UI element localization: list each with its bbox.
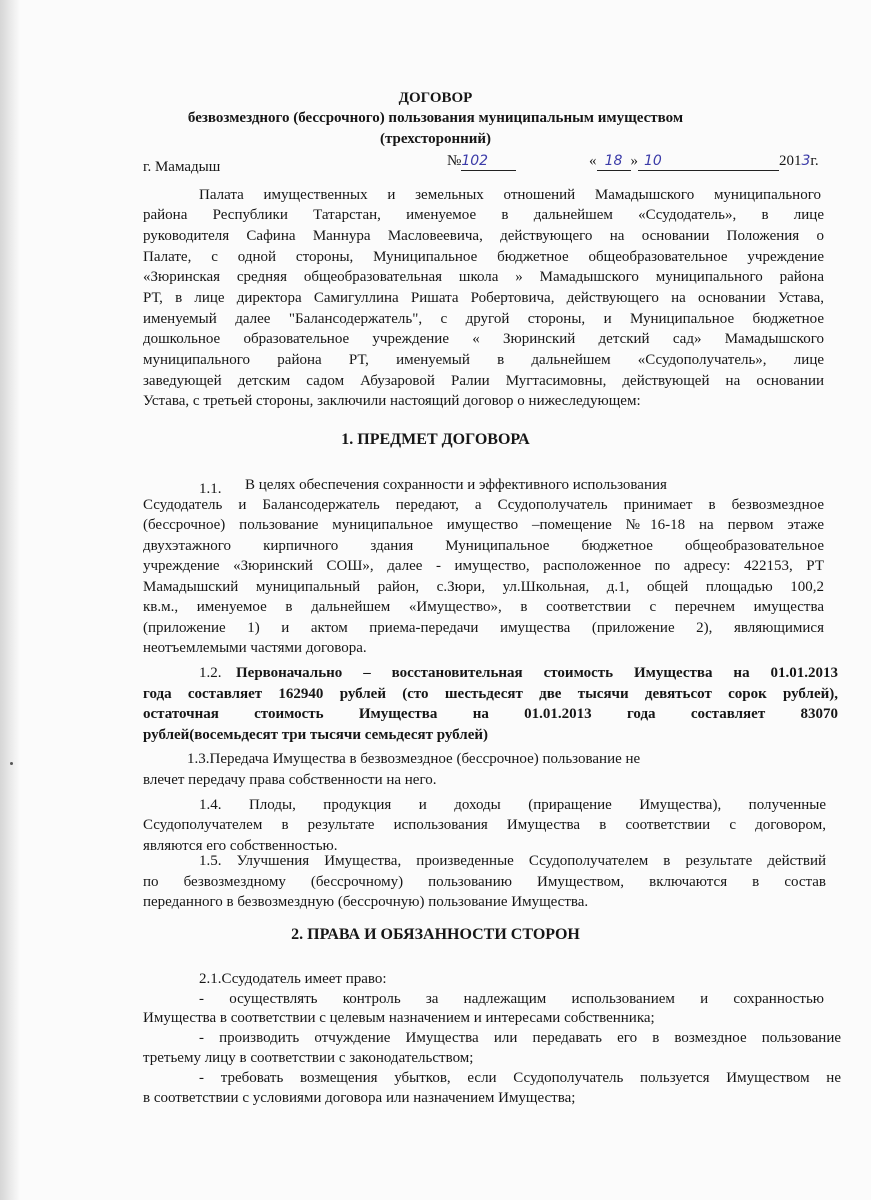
clause-line: В целях обеспечения сохранности и эффективного использования	[245, 477, 667, 493]
rights-line: в соответствии с условиями договора или назначением Имущества;	[143, 1090, 576, 1106]
clause-line: Ссудополучателем в результате использования Имущества в соответствии с договором,	[143, 817, 826, 833]
date-mid-quote: »	[630, 153, 638, 169]
date-suffix: г.	[810, 153, 819, 169]
intro-line: заведующей детским садом Абузаровой Ралии Мугтасимовны, действующей на основании	[143, 373, 824, 389]
clause-line: являются его собственностью.	[143, 838, 338, 854]
date-year: 201	[779, 153, 802, 169]
clause-line: кв.м., именуемое в дальнейшем «Имущество», в соответствии с перечнем имущества	[143, 599, 824, 615]
intro-line: Палате, с одной стороны, Муниципальное бюджетное общеобразовательное учреждение	[143, 249, 824, 265]
clause-line: влечет передачу права собственности на него.	[143, 772, 437, 788]
document-subtitle-2: (трехсторонний)	[379, 131, 492, 147]
rights-line: - производить отчуждение Имущества или передавать его в возмездное пользование	[199, 1030, 841, 1046]
section-1-heading: 1. ПРЕДМЕТ ДОГОВОРА	[341, 431, 530, 448]
clause-2-1: 2.1.Ссудодатель имеет право:	[199, 971, 387, 987]
rights-line: Имущества в соответствии с целевым назначением и интересами собственника;	[143, 1010, 655, 1026]
section-2-heading: 2. ПРАВА И ОБЯЗАННОСТИ СТОРОН	[291, 926, 580, 943]
clause-line: 1.3.Передача Имущества в безвозмездное (бессрочное) пользование не	[187, 751, 641, 767]
clause-line: остаточная стоимость Имущества на 01.01.2013 года составляет 83070	[143, 706, 838, 722]
rights-line: - требовать возмещения убытков, если Ссудополучатель пользуется Имуществом не	[199, 1070, 841, 1086]
clause-line: Мамадышский муниципальный район, с.Зюри, ул.Школьная, д.1, общей площадью 100,2	[143, 579, 824, 595]
rights-line: третьему лицу в соответствии с законодательством;	[143, 1050, 474, 1066]
contract-date	[589, 152, 819, 171]
number-value: 102	[461, 152, 516, 171]
rights-line: - осуществлять контроль за надлежащим использованием и сохранностью	[199, 991, 824, 1007]
intro-line: Устава, с третьей стороны, заключили настоящий договор о нижеследующем:	[143, 393, 641, 409]
intro-line: РТ, в лице директора Самигуллина Ришата Робертовича, действующего на основании Устава,	[143, 290, 824, 306]
clause-line: рублей(восемьдесят три тысячи семьдесят рублей)	[143, 727, 488, 743]
clause-line: 1.5. Улучшения Имущества, произведенные Ссудополучателем в результате действий	[199, 853, 826, 869]
clause-number: 1.2.	[199, 665, 222, 681]
clause-line: двухэтажного кирпичного здания Муниципальное бюджетное общеобразовательное	[143, 538, 824, 554]
date-day: 18	[597, 152, 631, 171]
document-subtitle: безвозмездного (бессрочного) пользования муниципальным имуществом	[187, 110, 684, 126]
scan-speck	[10, 762, 13, 765]
clause-line: 1.4. Плоды, продукция и доходы (приращение Имущества), полученные	[199, 797, 826, 813]
date-open-quote: «	[589, 153, 597, 169]
intro-line: руководителя Сафина Маннура Масловеевича, действующего на основании Положения о	[143, 228, 824, 244]
clause-number: 1.1.	[199, 481, 222, 497]
clause-line: по безвозмездному (бессрочному) пользованию Имуществом, включаются в состав	[143, 874, 826, 890]
intro-line: района Республики Татарстан, именуемое в дальнейшем «Ссудодатель», в лице	[143, 207, 824, 223]
clause-line: (приложение 1) и актом приема-передачи имущества (приложение 2), являющимися	[143, 620, 824, 636]
intro-line: дошкольное образовательное учреждение « Зюринский детский сад» Мамадышского	[143, 331, 824, 347]
date-year-hand: 3	[801, 153, 811, 169]
clause-line: Ссудодатель и Балансодержатель передают, а Ссудополучатель принимает в безвозмездное	[143, 497, 824, 513]
clause-line: учреждение «Зюринский СОШ», далее - имущество, расположенное по адресу: 422153, РТ	[143, 558, 824, 574]
document-title: ДОГОВОР	[398, 90, 473, 106]
date-month: 10	[638, 152, 779, 171]
city: г. Мамадыш	[143, 159, 221, 175]
number-label: №	[447, 153, 462, 169]
clause-line: неотъемлемыми частями договора.	[143, 640, 367, 656]
clause-line: (бессрочное) пользование муниципальное имущество –помещение №16-18 на первом этаже	[143, 517, 824, 533]
intro-line: «Зюринская средняя общеобразовательная школа » Мамадышского муниципального района	[143, 269, 824, 285]
clause-line: года составляет 162940 рублей (сто шестьдесят две тысячи девятьсот сорок рублей),	[143, 686, 838, 702]
intro-line: муниципального района РТ, именуемый в дальнейшем «Ссудополучатель», лице	[143, 352, 824, 368]
clause-line: Первоначально – восстановительная стоимость Имущества на 01.01.2013	[236, 665, 838, 681]
clause-line: переданного в безвозмездную (бессрочную) пользование Имущества.	[143, 894, 589, 910]
intro-line: именуемый далее "Балансодержатель", с другой стороны, и Муниципальное бюджетное	[143, 311, 824, 327]
intro-line: Палата имущественных и земельных отношений Мамадышского муниципального	[199, 187, 821, 203]
contract-number	[447, 152, 516, 171]
scan-edge-shadow	[0, 0, 20, 1200]
